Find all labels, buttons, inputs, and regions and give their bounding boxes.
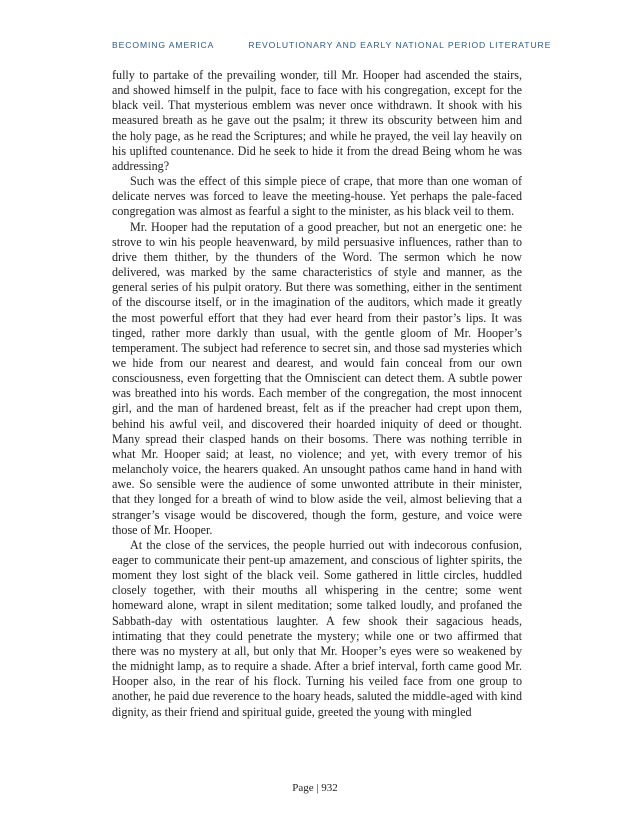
paragraph: fully to partake of the prevailing wonder, till Mr. Hooper had ascended the stairs, and showed himself in the pulpit, face to face with his congregation, except for the black veil. That mysterious emblem was never once withdrawn. It shook with his measured breath as he gave out the psalm; it threw its obscurity between him and the holy page, as he read the Scriptures; and while he prayed, the veil lay heavily on his uplifted countenance. Did he seek to hide it from the dread Being whom he was addressing? [112,68,522,173]
body-text [112,68,522,720]
paragraph: At the close of the services, the people hurried out with indecorous confusion, eager to communicate their pent-up amazement, and conscious of lighter spirits, the moment they lost sight of the black veil. Some gathered in little circles, huddled closely together, with their mouths all whispering in the centre; some went homeward alone, wrapt in silent meditation; some talked loudly, and profaned the Sabbath-day with ostentatious laughter. A few shook their sagacious heads, intimating that they could penetrate the mystery; while one or two affirmed that there was no mystery at all, but only that Mr. Hooper’s eyes were so weakened by the midnight lamp, as to require a shade. After a brief interval, forth came good Mr. Hooper also, in the rear of his flock. Turning his veiled face from one group to another, he paid due reverence to the hoary heads, saluted the middle-aged with kind dignity, as their friend and spiritual guide, greeted the young with mingled [112,537,522,719]
paragraph: Mr. Hooper had the reputation of a good preacher, but not an energetic one: he strove to win his people heavenward, by mild persuasive influences, rather than to drive them thither, by the thunders of the Word. The sermon which he now delivered, was marked by the same characteristics of style and manner, as the general series of his pulpit oratory. But there was something, either in the sentiment of the discourse itself, or in the imagination of the auditors, which made it greatly the most powerful effort that they had ever heard from their pastor’s lips. It was tinged, rather more darkly than usual, with the gentle gloom of Mr. Hooper’s temperament. The subject had reference to secret sin, and those sad mysteries which we hide from our nearest and dearest, and would fain conceal from our own consciousness, even forgetting that the Omniscient can detect them. A subtle power was breathed into his words. Each member of the congregation, the most innocent girl, and the man of hardened breast, felt as if the preacher had crept upon them, behind his awful veil, and discovered their hoarded iniquity of deed or thought. Many spread their clasped hands on their bosoms. There was nothing terrible in what Mr. Hooper said; at least, no violence; and yet, with every tremor of his melancholy voice, the hearers quaked. An unsought pathos came hand in hand with awe. So sensible were the audience of some unwonted attribute in their minister, that they longed for a breath of wind to blow aside the veil, almost believing that a stranger’s visage would be discovered, though the form, gesture, and voice were those of Mr. Hooper. [112,219,522,537]
header-section-title: REVOLUTIONARY AND EARLY NATIONAL PERIOD LITERATURE [248,40,552,50]
header-book-title: BECOMING AMERICA [112,40,215,50]
page-number-footer: Page | 932 [292,782,338,794]
running-header [112,40,552,50]
paragraph: Such was the effect of this simple piece of crape, that more than one woman of delicate nerves was forced to leave the meeting-house. Yet perhaps the pale-faced congregation was almost as fearful a sight to the minister, as his black veil to them. [112,174,522,219]
